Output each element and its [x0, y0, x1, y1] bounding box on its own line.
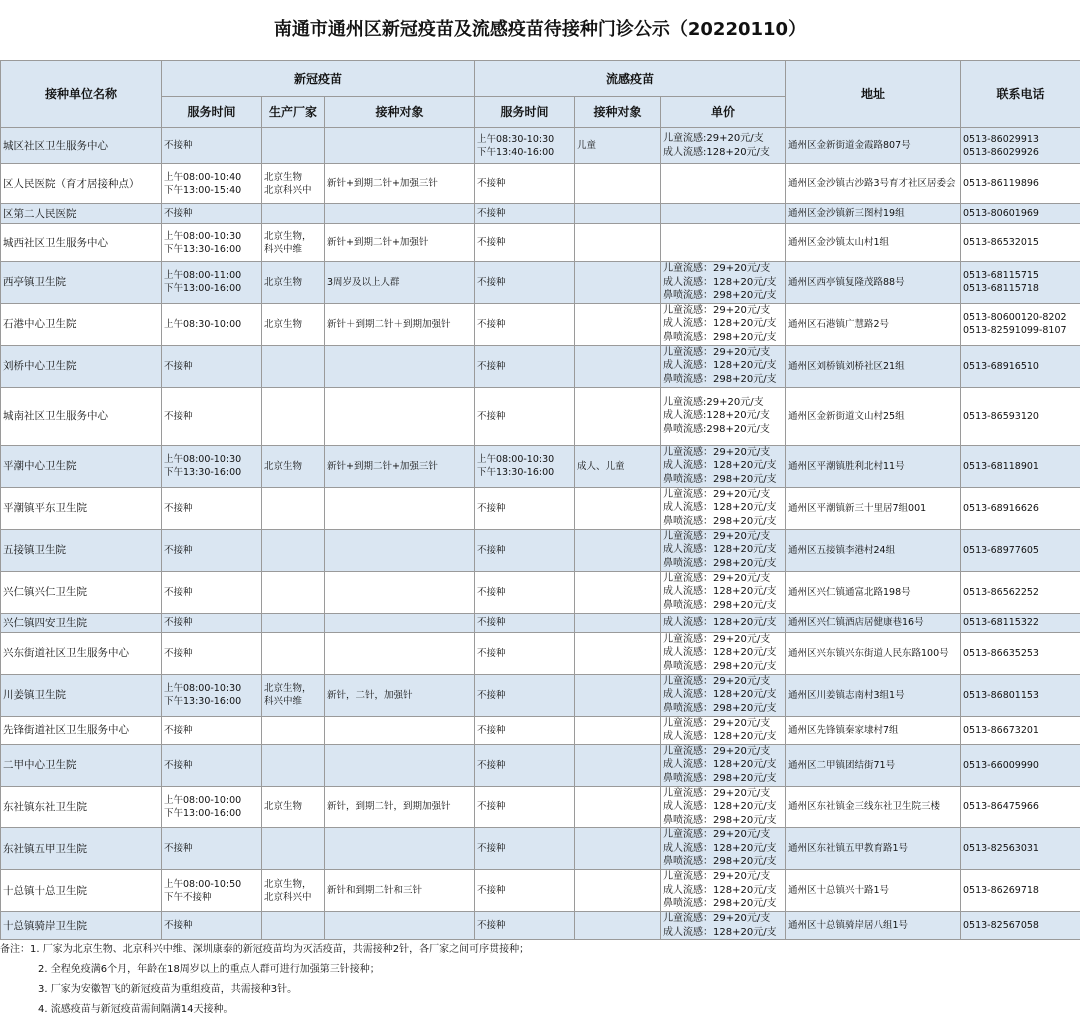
table-row — [1, 204, 1080, 224]
covid-target — [325, 716, 475, 744]
flu-service-time: 不接种 — [475, 345, 575, 387]
flu-target — [575, 262, 661, 304]
covid-target — [325, 204, 475, 224]
covid-service-time: 上午08:30-10:00 — [162, 303, 262, 345]
row-unit-name: 区第二人民医院 — [1, 204, 162, 224]
row-address: 通州区十总镇兴十路1号 — [786, 870, 961, 912]
row-unit-name: 西亭镇卫生院 — [1, 262, 162, 304]
covid-service-time: 上午08:00-10:00 下午13:00-16:00 — [162, 786, 262, 828]
row-address: 通州区二甲镇团结街71号 — [786, 744, 961, 786]
covid-manufacturer — [262, 632, 325, 674]
covid-manufacturer: 北京生物， 科兴中维 — [262, 674, 325, 716]
row-address: 通州区金沙镇新三图村19组 — [786, 204, 961, 224]
row-address: 通州区先锋镇秦家埭村7组 — [786, 716, 961, 744]
covid-service-time: 不接种 — [162, 828, 262, 870]
covid-manufacturer — [262, 204, 325, 224]
row-phone: 0513-86269718 — [961, 870, 1080, 912]
flu-service-time: 不接种 — [475, 632, 575, 674]
header-covid: 新冠疫苗 — [162, 61, 475, 97]
note-1: 备注：1. 厂家为北京生物、北京科兴中维、深圳康泰的新冠疫苗均为灭活疫苗，共需接种2针，各厂家之间可序贯接种； — [0, 944, 530, 955]
flu-target — [575, 786, 661, 828]
row-phone: 0513-86635253 — [961, 632, 1080, 674]
covid-manufacturer — [262, 128, 325, 164]
row-unit-name: 城区社区卫生服务中心 — [1, 128, 162, 164]
table-row — [1, 828, 1080, 870]
covid-manufacturer — [262, 613, 325, 632]
covid-manufacturer — [262, 912, 325, 940]
table-row — [1, 445, 1080, 487]
row-phone: 0513-86673201 — [961, 716, 1080, 744]
row-phone: 0513-68118901 — [961, 445, 1080, 487]
row-unit-name: 城西社区卫生服务中心 — [1, 224, 162, 262]
covid-manufacturer — [262, 487, 325, 529]
covid-service-time: 不接种 — [162, 345, 262, 387]
row-address: 通州区兴东镇兴东街道人民东路100号 — [786, 632, 961, 674]
covid-target — [325, 571, 475, 613]
row-phone: 0513-80600120-8202 0513-82591099-8107 — [961, 303, 1080, 345]
flu-price: 儿童流感：29+20元/支 成人流感：128+20元/支 鼻喷流感：298+20元/支 — [661, 632, 786, 674]
row-address: 通州区金新街道金霞路807号 — [786, 128, 961, 164]
header-unit: 接种单位名称 — [1, 61, 162, 128]
covid-manufacturer: 北京生物 — [262, 445, 325, 487]
covid-target — [325, 487, 475, 529]
row-unit-name: 先锋街道社区卫生服务中心 — [1, 716, 162, 744]
row-address: 通州区金沙镇古沙路3号育才社区居委会 — [786, 164, 961, 204]
row-unit-name: 平潮镇平东卫生院 — [1, 487, 162, 529]
covid-target — [325, 613, 475, 632]
covid-service-time: 不接种 — [162, 744, 262, 786]
covid-service-time: 不接种 — [162, 204, 262, 224]
row-address: 通州区金沙镇太山村1组 — [786, 224, 961, 262]
notes — [0, 940, 1080, 1020]
row-phone: 0513-86562252 — [961, 571, 1080, 613]
table-row — [1, 613, 1080, 632]
covid-manufacturer: 北京生物 北京科兴中 — [262, 164, 325, 204]
header-address: 地址 — [786, 61, 961, 128]
flu-price: 儿童流感：29+20元/支 成人流感：128+20元/支 鼻喷流感：298+20元/支 — [661, 487, 786, 529]
table-row — [1, 224, 1080, 262]
page-title: 南通市通州区新冠疫苗及流感疫苗待接种门诊公示（20220110） — [273, 19, 807, 40]
covid-target: 3周岁及以上人群 — [325, 262, 475, 304]
table-row — [1, 164, 1080, 204]
flu-service-time: 不接种 — [475, 744, 575, 786]
flu-target — [575, 529, 661, 571]
flu-price: 儿童流感：29+20元/支 成人流感：128+20元/支 鼻喷流感：298+20元/支 — [661, 303, 786, 345]
covid-target: 新针+到期二针+加强三针 — [325, 164, 475, 204]
covid-target — [325, 387, 475, 445]
covid-service-time: 不接种 — [162, 487, 262, 529]
flu-price: 儿童流感：29+20元/支 成人流感：128+20元/支 鼻喷流感：298+20元/支 — [661, 445, 786, 487]
clinic-table — [0, 60, 1080, 940]
covid-service-time: 上午08:00-10:40 下午13:00-15:40 — [162, 164, 262, 204]
row-address: 通州区金新街道文山村25组 — [786, 387, 961, 445]
flu-target — [575, 204, 661, 224]
flu-target — [575, 870, 661, 912]
covid-manufacturer: 北京生物 — [262, 262, 325, 304]
row-address: 通州区川姜镇志南村3组1号 — [786, 674, 961, 716]
covid-service-time: 不接种 — [162, 912, 262, 940]
covid-target — [325, 828, 475, 870]
flu-price: 儿童流感：29+20元/支 成人流感：128+20元/支 — [661, 716, 786, 744]
row-address: 通州区石港镇广慧路2号 — [786, 303, 961, 345]
table-row — [1, 529, 1080, 571]
table-row — [1, 674, 1080, 716]
covid-target: 新针+到期二针+加强三针 — [325, 445, 475, 487]
covid-target: 新针＋到期二针＋到期加强针 — [325, 303, 475, 345]
flu-target — [575, 487, 661, 529]
flu-price: 儿童流感：29+20元/支 成人流感：128+20元/支 — [661, 912, 786, 940]
header-phone: 联系电话 — [961, 61, 1080, 128]
row-phone: 0513-86801153 — [961, 674, 1080, 716]
flu-service-time: 不接种 — [475, 828, 575, 870]
row-phone: 0513-86593120 — [961, 387, 1080, 445]
flu-service-time: 上午08:00-10:30 下午13:30-16:00 — [475, 445, 575, 487]
flu-target — [575, 224, 661, 262]
flu-price: 儿童流感：29+20元/支 成人流感：128+20元/支 鼻喷流感：298+20元/支 — [661, 262, 786, 304]
row-address: 通州区平潮镇新三十里居7组001 — [786, 487, 961, 529]
flu-service-time: 不接种 — [475, 262, 575, 304]
covid-manufacturer: 北京生物 — [262, 786, 325, 828]
flu-price: 儿童流感:29+20元/支 成人流感:128+20元/支 — [661, 128, 786, 164]
row-address: 通州区十总镇骑岸居八组1号 — [786, 912, 961, 940]
covid-manufacturer: 北京生物 — [262, 303, 325, 345]
row-phone: 0513-86029913 0513-86029926 — [961, 128, 1080, 164]
row-address: 通州区刘桥镇刘桥社区21组 — [786, 345, 961, 387]
covid-service-time: 上午08:00-10:30 下午13:30-16:00 — [162, 224, 262, 262]
table-row — [1, 487, 1080, 529]
row-phone: 0513-86119896 — [961, 164, 1080, 204]
covid-manufacturer: 北京生物， 北京科兴中 — [262, 870, 325, 912]
row-phone: 0513-86475966 — [961, 786, 1080, 828]
row-phone: 0513-80601969 — [961, 204, 1080, 224]
covid-manufacturer — [262, 828, 325, 870]
flu-target — [575, 345, 661, 387]
table-row — [1, 345, 1080, 387]
row-phone: 0513-68115715 0513-68115718 — [961, 262, 1080, 304]
table-row — [1, 571, 1080, 613]
covid-manufacturer — [262, 387, 325, 445]
flu-price: 儿童流感:29+20元/支 成人流感:128+20元/支 鼻喷流感:298+20元/支 — [661, 387, 786, 445]
table-row — [1, 303, 1080, 345]
table-row — [1, 786, 1080, 828]
flu-price: 儿童流感：29+20元/支 成人流感：128+20元/支 鼻喷流感：298+20元/支 — [661, 870, 786, 912]
note-3: 3. 厂家为安徽智飞的新冠疫苗为重组疫苗，共需接种3针。 — [38, 984, 298, 995]
flu-service-time: 不接种 — [475, 716, 575, 744]
table-row — [1, 870, 1080, 912]
row-unit-name: 五接镇卫生院 — [1, 529, 162, 571]
flu-price: 儿童流感：29+20元/支 成人流感：128+20元/支 鼻喷流感：298+20元/支 — [661, 345, 786, 387]
header-covid-target: 接种对象 — [325, 97, 475, 128]
covid-service-time: 不接种 — [162, 716, 262, 744]
row-unit-name: 石港中心卫生院 — [1, 303, 162, 345]
flu-service-time: 不接种 — [475, 786, 575, 828]
flu-service-time: 不接种 — [475, 613, 575, 632]
row-unit-name: 兴东街道社区卫生服务中心 — [1, 632, 162, 674]
row-phone: 0513-68916510 — [961, 345, 1080, 387]
covid-manufacturer — [262, 716, 325, 744]
flu-price: 儿童流感：29+20元/支 成人流感：128+20元/支 鼻喷流感：298+20元/支 — [661, 828, 786, 870]
flu-target — [575, 613, 661, 632]
flu-service-time: 不接种 — [475, 204, 575, 224]
row-phone: 0513-68916626 — [961, 487, 1080, 529]
flu-service-time: 不接种 — [475, 870, 575, 912]
table-row — [1, 912, 1080, 940]
flu-price: 儿童流感：29+20元/支 成人流感：128+20元/支 鼻喷流感：298+20元/支 — [661, 744, 786, 786]
row-phone: 0513-68115322 — [961, 613, 1080, 632]
covid-target: 新针，二针，加强针 — [325, 674, 475, 716]
header-flu: 流感疫苗 — [475, 61, 786, 97]
covid-target — [325, 345, 475, 387]
row-unit-name: 平潮中心卫生院 — [1, 445, 162, 487]
covid-manufacturer — [262, 529, 325, 571]
table-row — [1, 128, 1080, 164]
covid-target — [325, 632, 475, 674]
flu-target: 儿童 — [575, 128, 661, 164]
covid-service-time: 上午08:00-10:30 下午13:30-16:00 — [162, 445, 262, 487]
row-unit-name: 十总镇骑岸卫生院 — [1, 912, 162, 940]
row-unit-name: 兴仁镇兴仁卫生院 — [1, 571, 162, 613]
row-address: 通州区兴仁镇酒店居健康巷16号 — [786, 613, 961, 632]
header-flu-time: 服务时间 — [475, 97, 575, 128]
header-covid-maker: 生产厂家 — [262, 97, 325, 128]
note-2: 2. 全程免疫满6个月，年龄在18周岁以上的重点人群可进行加强第三针接种； — [38, 964, 380, 975]
covid-target — [325, 128, 475, 164]
row-unit-name: 刘桥中心卫生院 — [1, 345, 162, 387]
flu-price — [661, 164, 786, 204]
header-covid-time: 服务时间 — [162, 97, 262, 128]
covid-service-time: 不接种 — [162, 387, 262, 445]
row-phone: 0513-66009990 — [961, 744, 1080, 786]
flu-service-time: 不接种 — [475, 674, 575, 716]
row-address: 通州区西亭镇复隆茂路88号 — [786, 262, 961, 304]
flu-target: 成人、儿童 — [575, 445, 661, 487]
row-address: 通州区五接镇李港村24组 — [786, 529, 961, 571]
row-phone: 0513-86532015 — [961, 224, 1080, 262]
flu-price — [661, 224, 786, 262]
flu-price — [661, 204, 786, 224]
covid-target: 新针和到期二针和三针 — [325, 870, 475, 912]
covid-manufacturer — [262, 571, 325, 613]
flu-service-time: 不接种 — [475, 487, 575, 529]
flu-service-time: 不接种 — [475, 387, 575, 445]
table-row — [1, 744, 1080, 786]
flu-target — [575, 571, 661, 613]
flu-price: 儿童流感：29+20元/支 成人流感：128+20元/支 鼻喷流感：298+20元/支 — [661, 571, 786, 613]
flu-price: 儿童流感：29+20元/支 成人流感：128+20元/支 鼻喷流感：298+20元/支 — [661, 529, 786, 571]
covid-service-time: 不接种 — [162, 128, 262, 164]
flu-target — [575, 303, 661, 345]
table-row — [1, 716, 1080, 744]
flu-service-time: 上午08:30-10:30 下午13:40-16:00 — [475, 128, 575, 164]
table-body — [1, 128, 1080, 940]
covid-target — [325, 529, 475, 571]
flu-target — [575, 632, 661, 674]
row-unit-name: 东社镇五甲卫生院 — [1, 828, 162, 870]
flu-service-time: 不接种 — [475, 912, 575, 940]
flu-service-time: 不接种 — [475, 224, 575, 262]
row-unit-name: 兴仁镇四安卫生院 — [1, 613, 162, 632]
covid-target — [325, 744, 475, 786]
row-phone: 0513-82563031 — [961, 828, 1080, 870]
row-unit-name: 区人民医院（育才居接种点） — [1, 164, 162, 204]
row-phone: 0513-82567058 — [961, 912, 1080, 940]
flu-price: 儿童流感：29+20元/支 成人流感：128+20元/支 鼻喷流感：298+20元/支 — [661, 674, 786, 716]
covid-service-time: 不接种 — [162, 529, 262, 571]
covid-service-time: 上午08:00-10:30 下午13:30-16:00 — [162, 674, 262, 716]
flu-target — [575, 674, 661, 716]
flu-service-time: 不接种 — [475, 529, 575, 571]
header-flu-price: 单价 — [661, 97, 786, 128]
covid-service-time: 上午08:00-11:00 下午13:00-16:00 — [162, 262, 262, 304]
flu-target — [575, 912, 661, 940]
covid-target: 新针+到期二针+加强针 — [325, 224, 475, 262]
flu-target — [575, 387, 661, 445]
row-address: 通州区平潮镇胜利北村11号 — [786, 445, 961, 487]
row-address: 通州区兴仁镇通富北路198号 — [786, 571, 961, 613]
row-address: 通州区东社镇五甲教育路1号 — [786, 828, 961, 870]
flu-target — [575, 164, 661, 204]
row-unit-name: 川姜镇卫生院 — [1, 674, 162, 716]
row-phone: 0513-68977605 — [961, 529, 1080, 571]
table-row — [1, 387, 1080, 445]
covid-target — [325, 912, 475, 940]
flu-service-time: 不接种 — [475, 303, 575, 345]
flu-service-time: 不接种 — [475, 571, 575, 613]
flu-price: 儿童流感：29+20元/支 成人流感：128+20元/支 鼻喷流感：298+20元/支 — [661, 786, 786, 828]
header-flu-target: 接种对象 — [575, 97, 661, 128]
covid-service-time: 上午08:00-10:50 下午不接种 — [162, 870, 262, 912]
covid-target: 新针，到期二针，到期加强针 — [325, 786, 475, 828]
table-row — [1, 632, 1080, 674]
row-address: 通州区东社镇金三线东社卫生院三楼 — [786, 786, 961, 828]
table-row — [1, 262, 1080, 304]
row-unit-name: 东社镇东社卫生院 — [1, 786, 162, 828]
covid-service-time: 不接种 — [162, 613, 262, 632]
covid-manufacturer: 北京生物， 科兴中维 — [262, 224, 325, 262]
flu-price: 成人流感：128+20元/支 — [661, 613, 786, 632]
row-unit-name: 二甲中心卫生院 — [1, 744, 162, 786]
covid-manufacturer — [262, 744, 325, 786]
flu-target — [575, 716, 661, 744]
flu-target — [575, 828, 661, 870]
covid-manufacturer — [262, 345, 325, 387]
covid-service-time: 不接种 — [162, 571, 262, 613]
covid-service-time: 不接种 — [162, 632, 262, 674]
flu-target — [575, 744, 661, 786]
row-unit-name: 十总镇十总卫生院 — [1, 870, 162, 912]
note-4: 4. 流感疫苗与新冠疫苗需间隔满14天接种。 — [38, 1004, 234, 1015]
row-unit-name: 城南社区卫生服务中心 — [1, 387, 162, 445]
flu-service-time: 不接种 — [475, 164, 575, 204]
